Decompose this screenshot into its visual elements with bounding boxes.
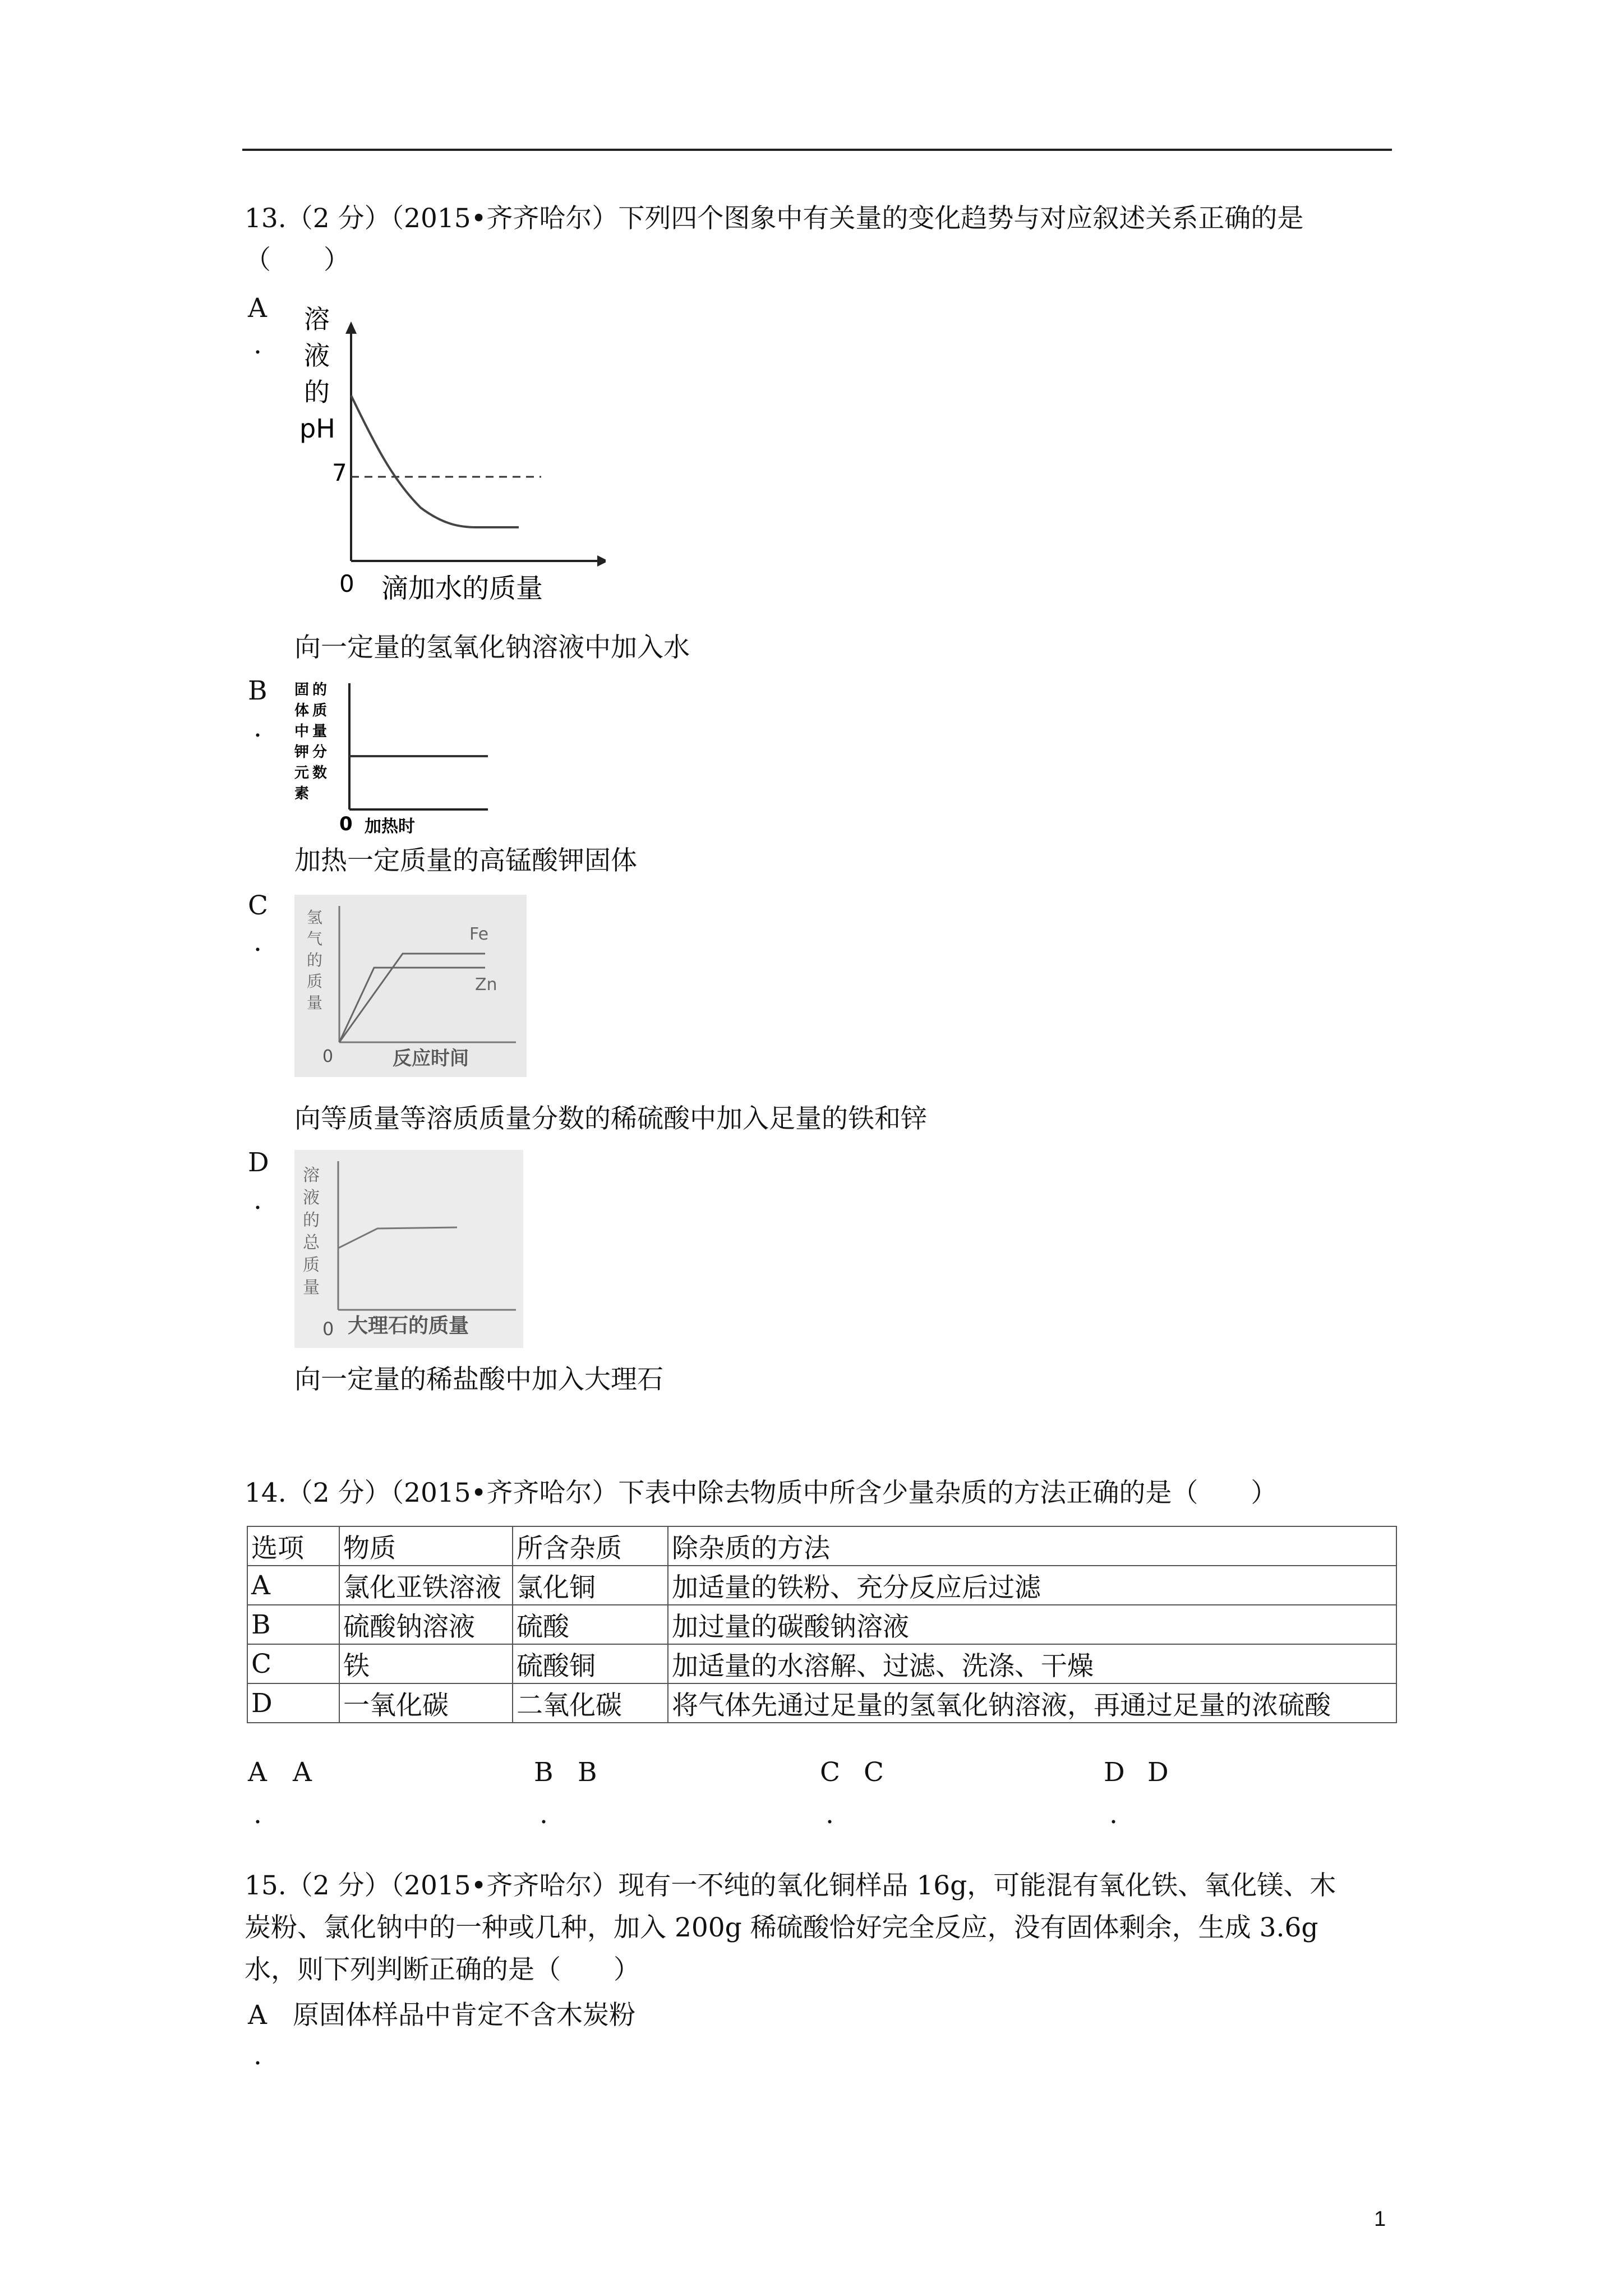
q13-option-c-desc: 向等质量等溶质质量分数的稀硫酸中加入足量的铁和锌 — [294, 1103, 927, 1134]
page-number: 1 — [1374, 2207, 1386, 2231]
q14-choice-a-text: A — [293, 1757, 312, 1788]
table-cell: A — [247, 1566, 339, 1605]
graph-c-ylabel-3: 的 — [307, 951, 323, 969]
graph-c-ylabel-4: 质 — [307, 972, 323, 991]
q13-option-a-label: A — [248, 293, 267, 324]
table-cell: 硫酸钠溶液 — [339, 1605, 513, 1644]
q13-option-d-dot: . — [253, 1185, 262, 1216]
graph-d-ylabel-3: 的 — [303, 1211, 320, 1230]
table-row — [247, 1683, 1396, 1723]
graph-c-ylabel-1: 氢 — [307, 908, 323, 927]
graph-a-mark-7: 7 — [332, 459, 347, 486]
table-cell: 加适量的铁粉、充分反应后过滤 — [668, 1566, 1396, 1605]
q13-option-d-desc: 向一定量的稀盐酸中加入大理石 — [294, 1364, 663, 1395]
graph-d-xlabel: 大理石的质量 — [348, 1314, 469, 1337]
graph-b-ylabel-r3: 量 — [312, 723, 328, 740]
q14-choice-b-dot: . — [540, 1799, 548, 1830]
q13-option-b-label: B — [248, 675, 268, 706]
graph-c-xlabel: 反应时间 — [393, 1047, 469, 1070]
graph-d-ylabel-4: 总 — [303, 1233, 320, 1253]
q14-choice-b-text: B — [578, 1757, 597, 1788]
table-cell: 一氧化碳 — [339, 1683, 513, 1723]
table-cell: C — [247, 1644, 339, 1683]
table-cell: 加过量的碳酸钠溶液 — [668, 1605, 1396, 1644]
table-cell: 将气体先通过足量的氢氧化钠溶液，再通过足量的浓硫酸 — [668, 1683, 1396, 1723]
q13-option-c-dot: . — [253, 927, 262, 958]
table-cell: 铁 — [339, 1644, 513, 1683]
q15-option-a-label: A — [248, 2000, 267, 2031]
graph-b-ylabel-l3: 中 — [294, 723, 310, 740]
graph-a-ylabel-1: 溶 — [304, 304, 330, 334]
q14-choice-c-label: C — [820, 1757, 840, 1788]
table-cell: 硫酸 — [513, 1605, 668, 1644]
q13-paren: （ ） — [245, 245, 350, 275]
table-row — [247, 1644, 1396, 1683]
graph-b-ylabel-l2: 体 — [294, 702, 310, 719]
q13-option-a-dot: . — [253, 329, 262, 360]
q13-stem: 13.（2 分）（2015•齐齐哈尔）下列四个图象中有关量的变化趋势与对应叙述关系正确的是 — [245, 203, 1304, 234]
graph-a-origin: 0 — [339, 570, 354, 597]
q14-choice-c-text: C — [864, 1757, 884, 1788]
graph-b-ylabel-l4: 钾 — [294, 744, 310, 761]
q15-option-a-dot: . — [253, 2040, 262, 2071]
q14-choice-a-dot: . — [253, 1799, 262, 1830]
q13-option-d-label: D — [248, 1147, 269, 1178]
q13-option-b-desc: 加热一定质量的高锰酸钾固体 — [294, 845, 637, 876]
table-header-row — [247, 1526, 1396, 1566]
table-cell: 氯化亚铁溶液 — [339, 1566, 513, 1605]
table-cell: B — [247, 1605, 339, 1644]
graph-b-ylabel-l6: 素 — [294, 785, 310, 802]
q13-graph-c — [294, 895, 527, 1077]
q14-choice-d-text: D — [1147, 1757, 1169, 1788]
q15-line-1: 15.（2 分）（2015•齐齐哈尔）现有一不纯的氧化铜样品 16g，可能混有氧化铁、氧化镁、木 — [245, 1870, 1336, 1901]
graph-b-ylabel-r1: 的 — [312, 682, 328, 698]
table-header-cell: 选项 — [247, 1526, 339, 1566]
q15-option-a-text: 原固体样品中肯定不含木炭粉 — [293, 2000, 635, 2031]
q13-graph-b — [294, 678, 519, 835]
table-header-cell: 除杂质的方法 — [668, 1526, 1396, 1566]
graph-c-ylabel-2: 气 — [307, 930, 323, 948]
q13-graph-d — [294, 1150, 523, 1348]
q15-line-3: 水，则下列判断正确的是（ ） — [245, 1954, 640, 1985]
table-cell: 氯化铜 — [513, 1566, 668, 1605]
graph-c-series-zn: Zn — [475, 975, 497, 995]
q14-table — [247, 1526, 1397, 1723]
table-row — [247, 1605, 1396, 1644]
table-header-cell: 物质 — [339, 1526, 513, 1566]
q14-choice-a-label: A — [248, 1757, 267, 1788]
graph-d-ylabel-1: 溶 — [303, 1166, 320, 1185]
graph-a-ylabel-3: 的 — [304, 377, 330, 407]
q13-option-b-dot: . — [253, 712, 262, 743]
q14-choice-b-label: B — [534, 1757, 554, 1788]
graph-b-ylabel-l5: 元 — [294, 765, 310, 781]
graph-b-ylabel-r2: 质 — [312, 702, 328, 719]
graph-b-ylabel-r4: 分 — [312, 744, 328, 761]
q14-choice-d-label: D — [1104, 1757, 1125, 1788]
graph-b-xlabel: 加热时 — [365, 817, 415, 835]
graph-d-ylabel-5: 质 — [303, 1255, 320, 1275]
table-cell: 二氧化碳 — [513, 1683, 668, 1723]
graph-c-ylabel-5: 量 — [307, 993, 323, 1012]
q14-choice-d-dot: . — [1109, 1799, 1118, 1830]
graph-c-series-fe: Fe — [469, 924, 489, 944]
table-cell: 加适量的水溶解、过滤、洗涤、干燥 — [668, 1644, 1396, 1683]
q15-line-2: 炭粉、氯化钠中的一种或几种，加入 200g 稀硫酸恰好完全反应，没有固体剩余，生成 3.6g — [245, 1912, 1318, 1943]
graph-a-xlabel: 滴加水的质量 — [381, 573, 543, 604]
graph-d-origin: 0 — [322, 1318, 334, 1340]
graph-b-ylabel-l1: 固 — [294, 682, 310, 698]
graph-a-ylabel-4: pH — [299, 413, 335, 444]
graph-b-ylabel-r5: 数 — [312, 765, 328, 781]
graph-a-ylabel-2: 液 — [304, 341, 330, 371]
q13-graph-a — [292, 300, 606, 614]
graph-d-ylabel-6: 量 — [303, 1278, 320, 1297]
table-header-cell: 所含杂质 — [513, 1526, 668, 1566]
table-row — [247, 1566, 1396, 1605]
graph-c-origin: 0 — [322, 1047, 334, 1066]
q13-option-c-label: C — [248, 890, 268, 921]
table-cell: D — [247, 1683, 339, 1723]
q14-choice-c-dot: . — [826, 1799, 834, 1830]
q13-option-a-desc: 向一定量的氢氧化钠溶液中加入水 — [294, 632, 690, 663]
q14-stem: 14.（2 分）（2015•齐齐哈尔）下表中除去物质中所含少量杂质的方法正确的是（ ） — [245, 1478, 1278, 1508]
graph-b-origin: 0 — [339, 813, 353, 835]
header-rule — [242, 149, 1392, 151]
table-cell: 硫酸铜 — [513, 1644, 668, 1683]
graph-d-ylabel-2: 液 — [303, 1188, 320, 1208]
